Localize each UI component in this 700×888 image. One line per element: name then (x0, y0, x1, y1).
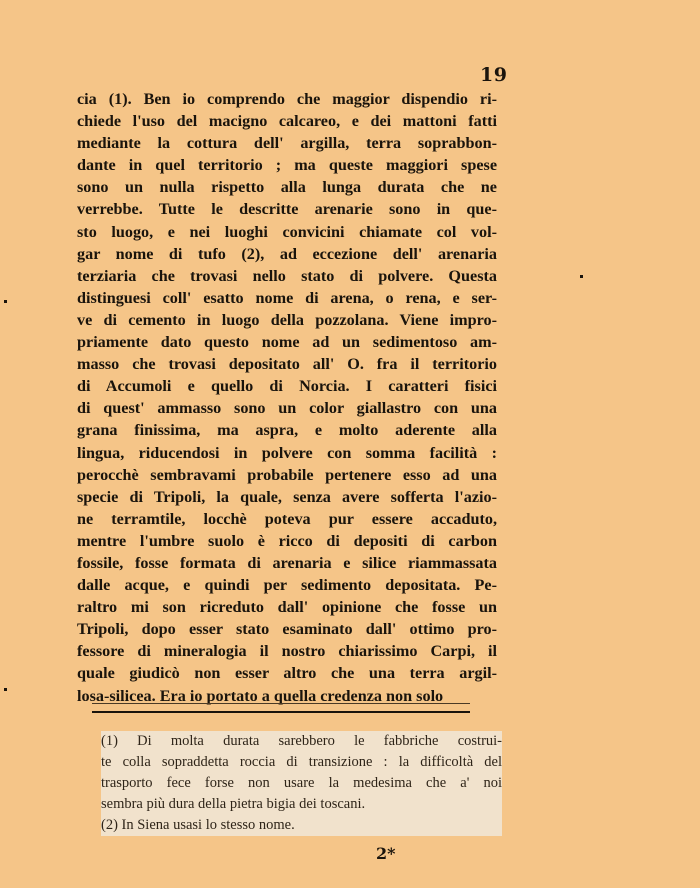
text-line: terziaria che trovasi nello stato di polvere. Questa (77, 266, 497, 285)
text-line: fossile, fosse formata di arenaria e silice riammassata (77, 553, 497, 572)
text-line: gar nome di tufo (2), ad eccezione dell' arenaria (77, 244, 497, 263)
text-line: ne terramtile, locchè poteva pur essere accaduto, (77, 509, 497, 528)
signature-mark: 2* (376, 844, 396, 863)
margin-speck (580, 275, 583, 278)
footnote-line: sembra più dura della pietra bigia dei toscani. (101, 796, 366, 812)
text-line: quale giudicò non esser altro che una terra argil- (77, 664, 497, 683)
text-line: specie di Tripoli, la quale, senza avere sofferta l'azio- (77, 487, 497, 506)
text-line: di quest' ammasso sono un color giallastro con una (77, 399, 497, 418)
text-line: sto luogo, e nei luoghi convicini chiamate col vol- (77, 222, 497, 241)
margin-speck (4, 688, 7, 691)
text-line: ve di cemento in luogo della pozzolana. Viene impro- (77, 310, 497, 329)
text-line: dante in quel territorio ; ma queste maggiori spese (77, 156, 497, 175)
text-line: losa-silicea. Era io portato a quella credenza non solo (77, 686, 444, 705)
text-line: di Accumoli e quello di Norcia. I caratteri fisici (77, 377, 497, 396)
footnotes (101, 731, 502, 836)
footnote-line: trasporto fece forse non usare la medesima che a' noi (101, 775, 502, 791)
text-line: sono un nulla rispetto alla lunga durata che ne (77, 178, 497, 197)
text-line: distinguesi coll' esatto nome di arena, o rena, e ser- (77, 288, 497, 307)
footnote-line: (2) In Siena usasi lo stesso nome. (101, 817, 295, 833)
footnote-divider-thin (92, 703, 470, 704)
text-line: grana finissima, ma aspra, e molto aderente alla (77, 421, 497, 440)
text-line: chiede l'uso del macigno calcareo, e dei mattoni fatti (77, 112, 497, 131)
margin-speck (4, 300, 7, 303)
text-line: dalle acque, e quindi per sedimento depositata. Pe- (77, 576, 497, 595)
text-line: priamente dato questo nome ad un sedimentoso am- (77, 333, 497, 352)
text-line: perocchè sembravami probabile pertenere esso ad una (77, 465, 497, 484)
text-line: Tripoli, dopo esser stato esaminato dall' ottimo pro- (77, 620, 497, 639)
text-line: mentre l'umbre suolo è ricco di depositi di carbon (77, 531, 497, 550)
body-text (77, 88, 497, 707)
text-line: lingua, riducendosi in polvere con somma facilità : (77, 443, 497, 462)
text-line: fessore di mineralogia il nostro chiarissimo Carpi, il (77, 642, 497, 661)
footnote-line: (1) Di molta durata sarebbero le fabbriche costrui- (101, 733, 502, 749)
text-line: verrebbe. Tutte le descritte arenarie sono in que- (77, 200, 497, 219)
page-number: 19 (480, 64, 508, 86)
text-line: cia (1). Ben io comprendo che maggior dispendio ri- (77, 90, 497, 108)
footnote-divider-thick (92, 711, 470, 713)
text-line: mediante la cottura dell' argilla, terra soprabbon- (77, 134, 497, 153)
text-line: masso che trovasi depositato all' O. fra il territorio (77, 355, 497, 374)
footnote-line: te colla sopraddetta roccia di transizione : la difficoltà del (101, 754, 502, 770)
text-line: raltro mi son ricreduto dall' opinione che fosse un (77, 598, 497, 617)
